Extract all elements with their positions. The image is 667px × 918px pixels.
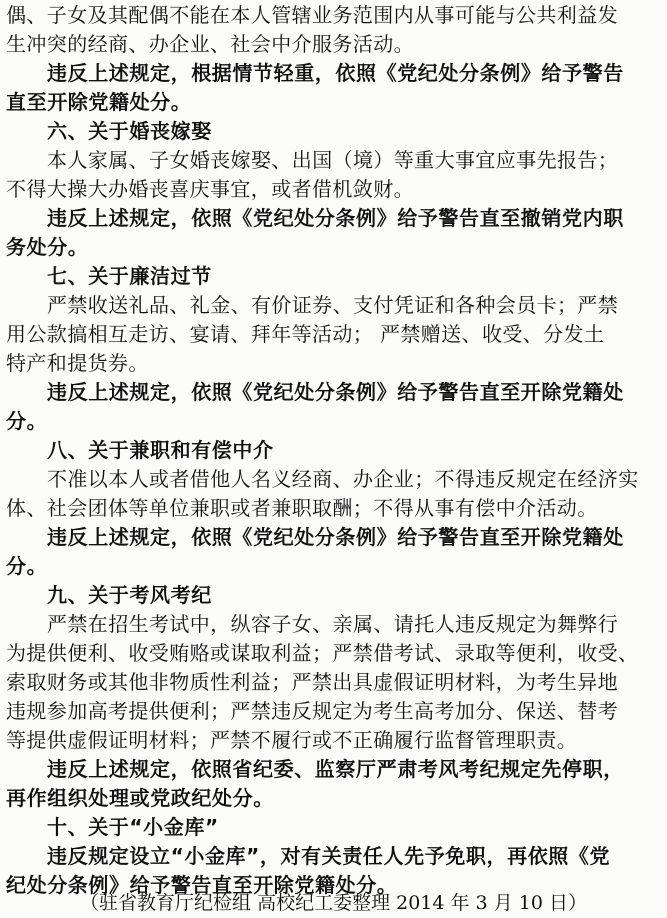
paragraph-line: 不准以本人或者借他人名义经商、办企业；不得违反规定在经济实 [47, 467, 639, 491]
paragraph-line: 索取财务或其他非物质性利益；严禁出具虚假证明材料，为考生异地 [6, 670, 618, 694]
paragraph-line: 偶、子女及其配偶不能在本人管辖业务范围内从事可能与公共利益发 [6, 3, 618, 27]
paragraph-line: 严禁收送礼品、礼金、有价证券、支付凭证和各种会员卡；严禁 [47, 293, 619, 317]
section-heading: 七、关于廉洁过节 [47, 264, 212, 288]
penalty-clause: 再作组织处理或党政纪处分。 [6, 786, 274, 810]
section-heading: 十、关于“小金库” [47, 815, 219, 839]
section-heading: 八、关于兼职和有偿中介 [47, 438, 274, 462]
paragraph-line: 等提供虚假证明材料；严禁不履行或不正确履行监督管理职责。 [6, 728, 578, 752]
penalty-clause: 分。 [6, 409, 48, 433]
penalty-clause: 违反上述规定，依照《党纪处分条例》给予警告直至撤销党内职 [47, 206, 624, 230]
section-heading: 六、关于婚丧嫁娶 [47, 119, 212, 143]
penalty-clause: 直至开除党籍处分。 [6, 90, 192, 114]
paragraph-line: 违规参加高考提供便利；严禁违反规定为考生高考加分、保送、替考 [6, 699, 618, 723]
paragraph-line: 严禁在招生考试中，纵容子女、亲属、请托人违反规定为舞弊行 [47, 612, 619, 636]
penalty-clause: 违反上述规定，依照省纪委、监察厅严肃考风考纪规定先停职， [47, 757, 624, 781]
document-footer: （驻省教育厅纪检组 高校纪工委整理 2014 年 3 月 10 日） [80, 892, 587, 914]
penalty-clause: 务处分。 [6, 235, 89, 259]
penalty-clause: 违反上述规定，依照《党纪处分条例》给予警告直至开除党籍处 [47, 380, 624, 404]
paragraph-line: 生冲突的经商、办企业、社会中介服务活动。 [6, 32, 414, 56]
penalty-clause: 违反规定设立“小金库”，对有关责任人先予免职，再依照《党 [47, 844, 611, 868]
paragraph-line: 为提供便利、收受贿赂或谋取利益；严禁借考试、录取等便利，收受、 [6, 641, 639, 665]
paragraph-line: 特产和提货券。 [6, 351, 149, 375]
penalty-clause: 分。 [6, 554, 48, 578]
penalty-clause: 违反上述规定，依照《党纪处分条例》给予警告直至开除党籍处 [47, 525, 624, 549]
paragraph-line: 不得大操大办婚丧喜庆事宜，或者借机敛财。 [6, 177, 414, 201]
paragraph-line: 体、社会团体等单位兼职或者兼职取酬；不得从事有偿中介活动。 [6, 496, 598, 520]
paragraph-line: 本人家属、子女婚丧嫁娶、出国（境）等重大事宜应事先报告； [47, 148, 619, 172]
section-heading: 九、关于考风考纪 [47, 583, 212, 607]
penalty-clause: 违反上述规定，根据情节轻重，依照《党纪处分条例》给予警告 [47, 61, 624, 85]
penalty-clause: 纪处分条例》给予警告直至开除党籍处分。 [6, 873, 398, 897]
paragraph-line: 用公款搞相互走访、宴请、拜年等活动； 严禁赠送、收受、分发土 [6, 322, 605, 346]
